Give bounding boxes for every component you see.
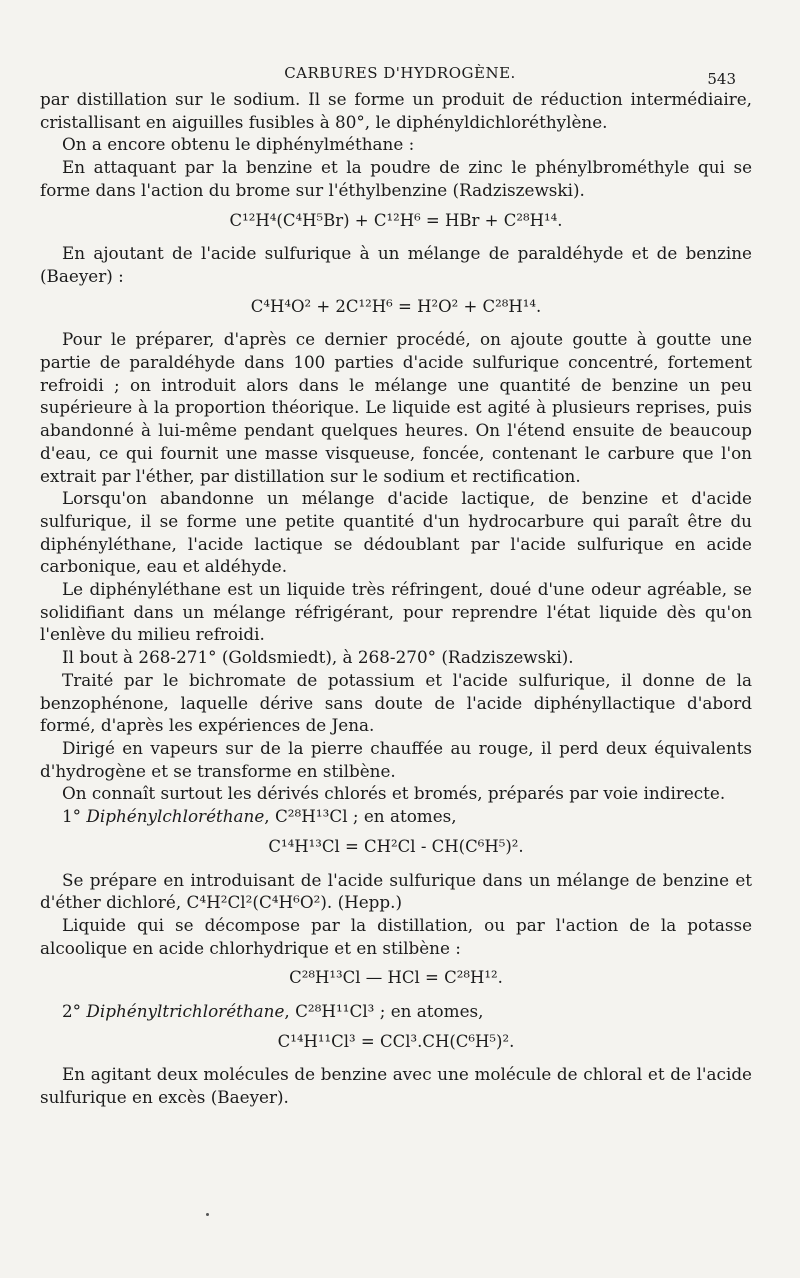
- paragraph: Dirigé en vapeurs sur de la pierre chauffée au rouge, il perd deux équivalents d'hydrogène et se transforme en stilbène.: [40, 737, 752, 781]
- paragraph: Liquide qui se décompose par la distillation, ou par l'action de la potasse alcoolique en acide chlorhydrique et en stilbène :: [40, 914, 752, 958]
- paragraph: Se prépare en introduisant de l'acide sulfurique dans un mélange de benzine et d'éther dichloré, C⁴H²Cl²(C⁴H⁶O²). (Hepp.): [40, 869, 752, 913]
- paragraph: Pour le préparer, d'après ce dernier procédé, on ajoute goutte à goutte une partie de paraldéhyde dans 100 parties d'acide sulfurique concentré, fortement refroidi ; on introduit alors dans le mélange une quantité de benzine un peu supérieure à la proportion théorique. Le liquide est agité à plusieurs reprises, puis abandonné à lui-même pendant quelques heures. On l'étend ensuite de beaucoup d'eau, ce qui fournit une masse visqueuse, foncée, contenant le carbure que l'on extrait par l'éther, par distillation sur le sodium et rectification.: [40, 329, 752, 486]
- chemical-equation: C¹²H⁴(C⁴H⁵Br) + C¹²H⁶ = HBr + C²⁸H¹⁴.: [229, 210, 563, 230]
- paragraph: Le diphényléthane est un liquide très réfringent, doué d'une odeur agréable, se solidifiant dans un mélange réfrigérant, pour reprendre l'état liquide dès qu'on l'enlève du milieu refroidi.: [40, 579, 752, 645]
- item-number: 2°: [62, 1001, 87, 1022]
- running-head: CARBURES D'HYDROGÈNE.: [284, 64, 516, 82]
- compound-formula: , C²⁸H¹³Cl ; en atomes,: [264, 806, 457, 827]
- paragraph: On connaît surtout les dérivés chlorés et bromés, préparés par voie indirecte.: [62, 783, 726, 804]
- compound-name: Diphényltrichloréthane: [86, 1001, 285, 1022]
- compound-formula: , C²⁸H¹¹Cl³ ; en atomes,: [284, 1001, 484, 1022]
- paragraph: Traité par le bichromate de potassium et l'acide sulfurique, il donne de la benzophénone, laquelle dérive sans doute de l'acide diphényllactique d'abord formé, d'après les expériences de Jena.: [40, 669, 752, 736]
- section-heading-paragraph: [40, 1000, 752, 1023]
- chemical-equation: C²⁸H¹³Cl — HCl = C²⁸H¹².: [289, 968, 503, 988]
- paragraph: Lorsqu'on abandonne un mélange d'acide lactique, de benzine et d'acide sulfurique, il se forme une petite quantité d'un hydrocarbure qui paraît être du diphényléthane, l'acide lactique se dédoublant par l'acide sulfurique en acide carbonique, eau et aldéhyde.: [40, 488, 752, 577]
- chemical-formula: C¹⁴H¹¹Cl³ = CCl³.CH(C⁶H⁵)².: [277, 1031, 515, 1051]
- item-number: 1°: [62, 806, 87, 827]
- chemical-formula: C¹⁴H¹³Cl = CH²Cl - CH(C⁶H⁵)².: [268, 836, 524, 856]
- paragraph: On a encore obtenu le diphénylméthane :: [62, 134, 415, 155]
- paragraph: En attaquant par la benzine et la poudre de zinc le phénylbrométhyle qui se forme dans l'action du brome sur l'éthylbenzine (Radziszewski).: [40, 157, 752, 200]
- paragraph: par distillation sur le sodium. Il se forme un produit de réduction intermédiaire, cristallisant en aiguilles fusibles à 80°, le diphényldichloréthylène.: [40, 89, 752, 132]
- paragraph: En agitant deux molécules de benzine avec une molécule de chloral et de l'acide sulfurique en excès (Baeyer).: [40, 1064, 752, 1108]
- body-text: [40, 88, 752, 1109]
- page-header: [0, 62, 800, 86]
- chemical-equation: C⁴H⁴O² + 2C¹²H⁶ = H²O² + C²⁸H¹⁴.: [250, 296, 542, 316]
- paragraph: Il bout à 268-271° (Goldsmiedt), à 268-270° (Radziszewski).: [62, 647, 574, 668]
- ink-speck: [206, 1213, 209, 1216]
- page-number: 543: [707, 70, 736, 88]
- section-heading-paragraph: [40, 805, 752, 828]
- paragraph: En ajoutant de l'acide sulfurique à un mélange de paraldéhyde et de benzine (Baeyer) :: [40, 243, 752, 286]
- compound-name: Diphénylchloréthane: [86, 806, 265, 827]
